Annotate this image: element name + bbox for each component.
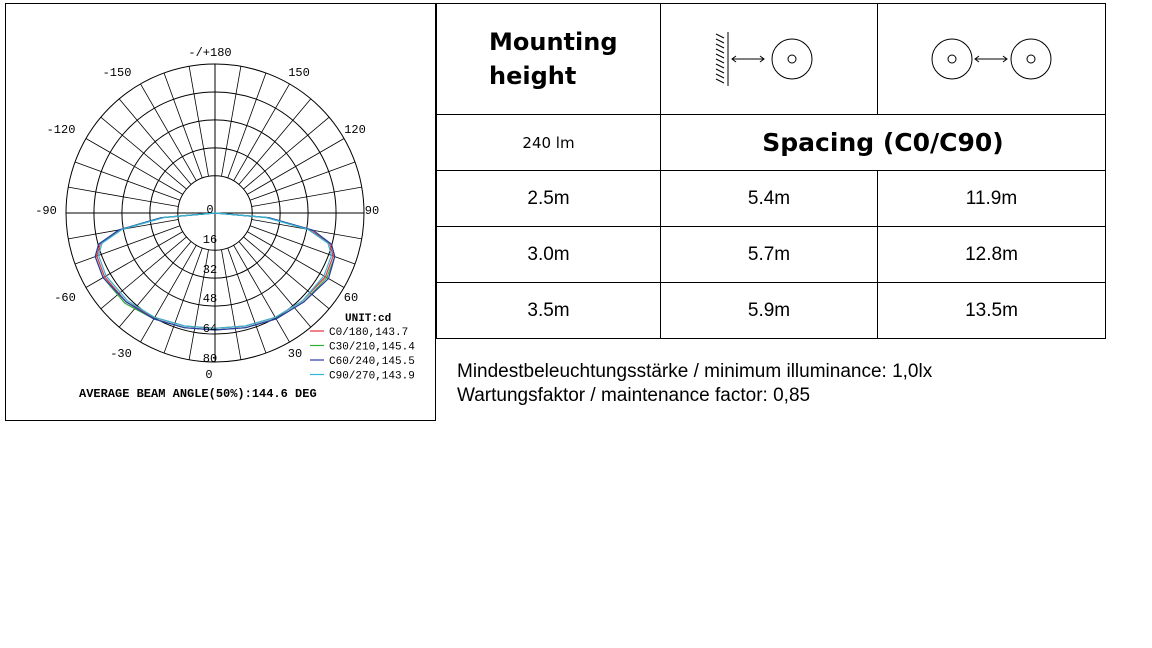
legend xyxy=(310,327,415,383)
luminaire-to-luminaire-icon xyxy=(922,24,1062,94)
legend-entry: C90/270,143.9 xyxy=(329,370,415,383)
table-row xyxy=(437,283,1106,339)
angle-label-m150: -150 xyxy=(102,66,132,80)
angle-label-m90: -90 xyxy=(35,204,57,218)
luminaire-spacing-header xyxy=(878,4,1106,115)
grid-spoke xyxy=(68,187,178,206)
table-cell: 12.8m xyxy=(878,227,1106,283)
lumen-cell: 240 lm xyxy=(437,115,661,171)
table-cell: 3.0m xyxy=(437,227,661,283)
table-cell: 3.5m xyxy=(437,283,661,339)
table-row xyxy=(437,171,1106,227)
radial-label-48: 48 xyxy=(202,292,218,306)
grid-spoke xyxy=(250,162,355,200)
table-cell: 5.7m xyxy=(661,227,878,283)
legend-entry: C30/210,145.4 xyxy=(329,341,415,354)
radial-label-16: 16 xyxy=(202,233,218,247)
unit-label: UNIT:cd xyxy=(345,313,392,325)
table-row xyxy=(437,227,1106,283)
radial-label-32: 32 xyxy=(202,263,218,277)
table-cell: 2.5m xyxy=(437,171,661,227)
angle-label-m60: -60 xyxy=(54,291,76,305)
table-cell: 11.9m xyxy=(878,171,1106,227)
grid-spoke xyxy=(252,187,362,206)
grid-spoke xyxy=(141,84,197,181)
spacing-table xyxy=(436,3,1106,339)
angle-label-p30: 30 xyxy=(287,347,303,361)
grid-spoke xyxy=(228,248,266,353)
mounting-header-line2: height xyxy=(489,62,577,90)
grid-spoke xyxy=(75,226,180,264)
angle-label-p90: 90 xyxy=(364,204,380,218)
angle-label-p60: 60 xyxy=(343,291,359,305)
wall-to-luminaire-icon xyxy=(704,24,834,94)
angle-label-m30: -30 xyxy=(110,347,132,361)
wall-spacing-header xyxy=(661,4,878,115)
table-cell: 5.4m xyxy=(661,171,878,227)
angle-label-180: -/+180 xyxy=(188,46,232,60)
grid-spoke xyxy=(86,139,183,195)
grid-spoke xyxy=(164,73,202,178)
grid-spoke xyxy=(164,248,202,353)
mounting-height-header xyxy=(437,4,661,115)
table-cell: 13.5m xyxy=(878,283,1106,339)
maintenance-factor-note: Wartungsfaktor / maintenance factor: 0,85 xyxy=(457,385,811,406)
radial-label-80: 80 xyxy=(202,352,218,366)
table-subheader-row xyxy=(437,115,1106,171)
polar-diagram-panel xyxy=(5,3,436,421)
legend-entry: C0/180,143.7 xyxy=(329,327,409,339)
grid-spoke xyxy=(247,139,344,195)
angle-label-p150: 150 xyxy=(288,66,310,80)
grid-spoke xyxy=(234,84,290,181)
angle-label-0: 0 xyxy=(205,368,213,382)
mounting-header-line1: Mounting xyxy=(489,28,618,56)
grid-spoke xyxy=(75,162,180,200)
grid-spoke xyxy=(221,66,240,176)
notes xyxy=(457,360,932,408)
polar-diagram xyxy=(6,4,436,421)
table-header-row xyxy=(437,4,1106,115)
angle-label-p120: 120 xyxy=(344,123,366,137)
legend-entry: C60/240,145.5 xyxy=(329,356,415,368)
radial-label-0: 0 xyxy=(206,203,214,217)
grid-spoke xyxy=(221,250,240,360)
spacing-title: Spacing (C0/C90) xyxy=(661,115,1106,171)
angle-label-m120: -120 xyxy=(46,123,76,137)
grid-spoke xyxy=(228,73,266,178)
beam-angle-caption: AVERAGE BEAM ANGLE(50%):144.6 DEG xyxy=(79,387,317,401)
grid-spoke xyxy=(250,226,355,264)
radial-label-64: 64 xyxy=(202,322,218,336)
table-cell: 5.9m xyxy=(661,283,878,339)
min-illuminance-note: Mindestbeleuchtungsstärke / minimum illuminance: 1,0lx xyxy=(457,361,933,382)
grid-spoke xyxy=(189,66,208,176)
